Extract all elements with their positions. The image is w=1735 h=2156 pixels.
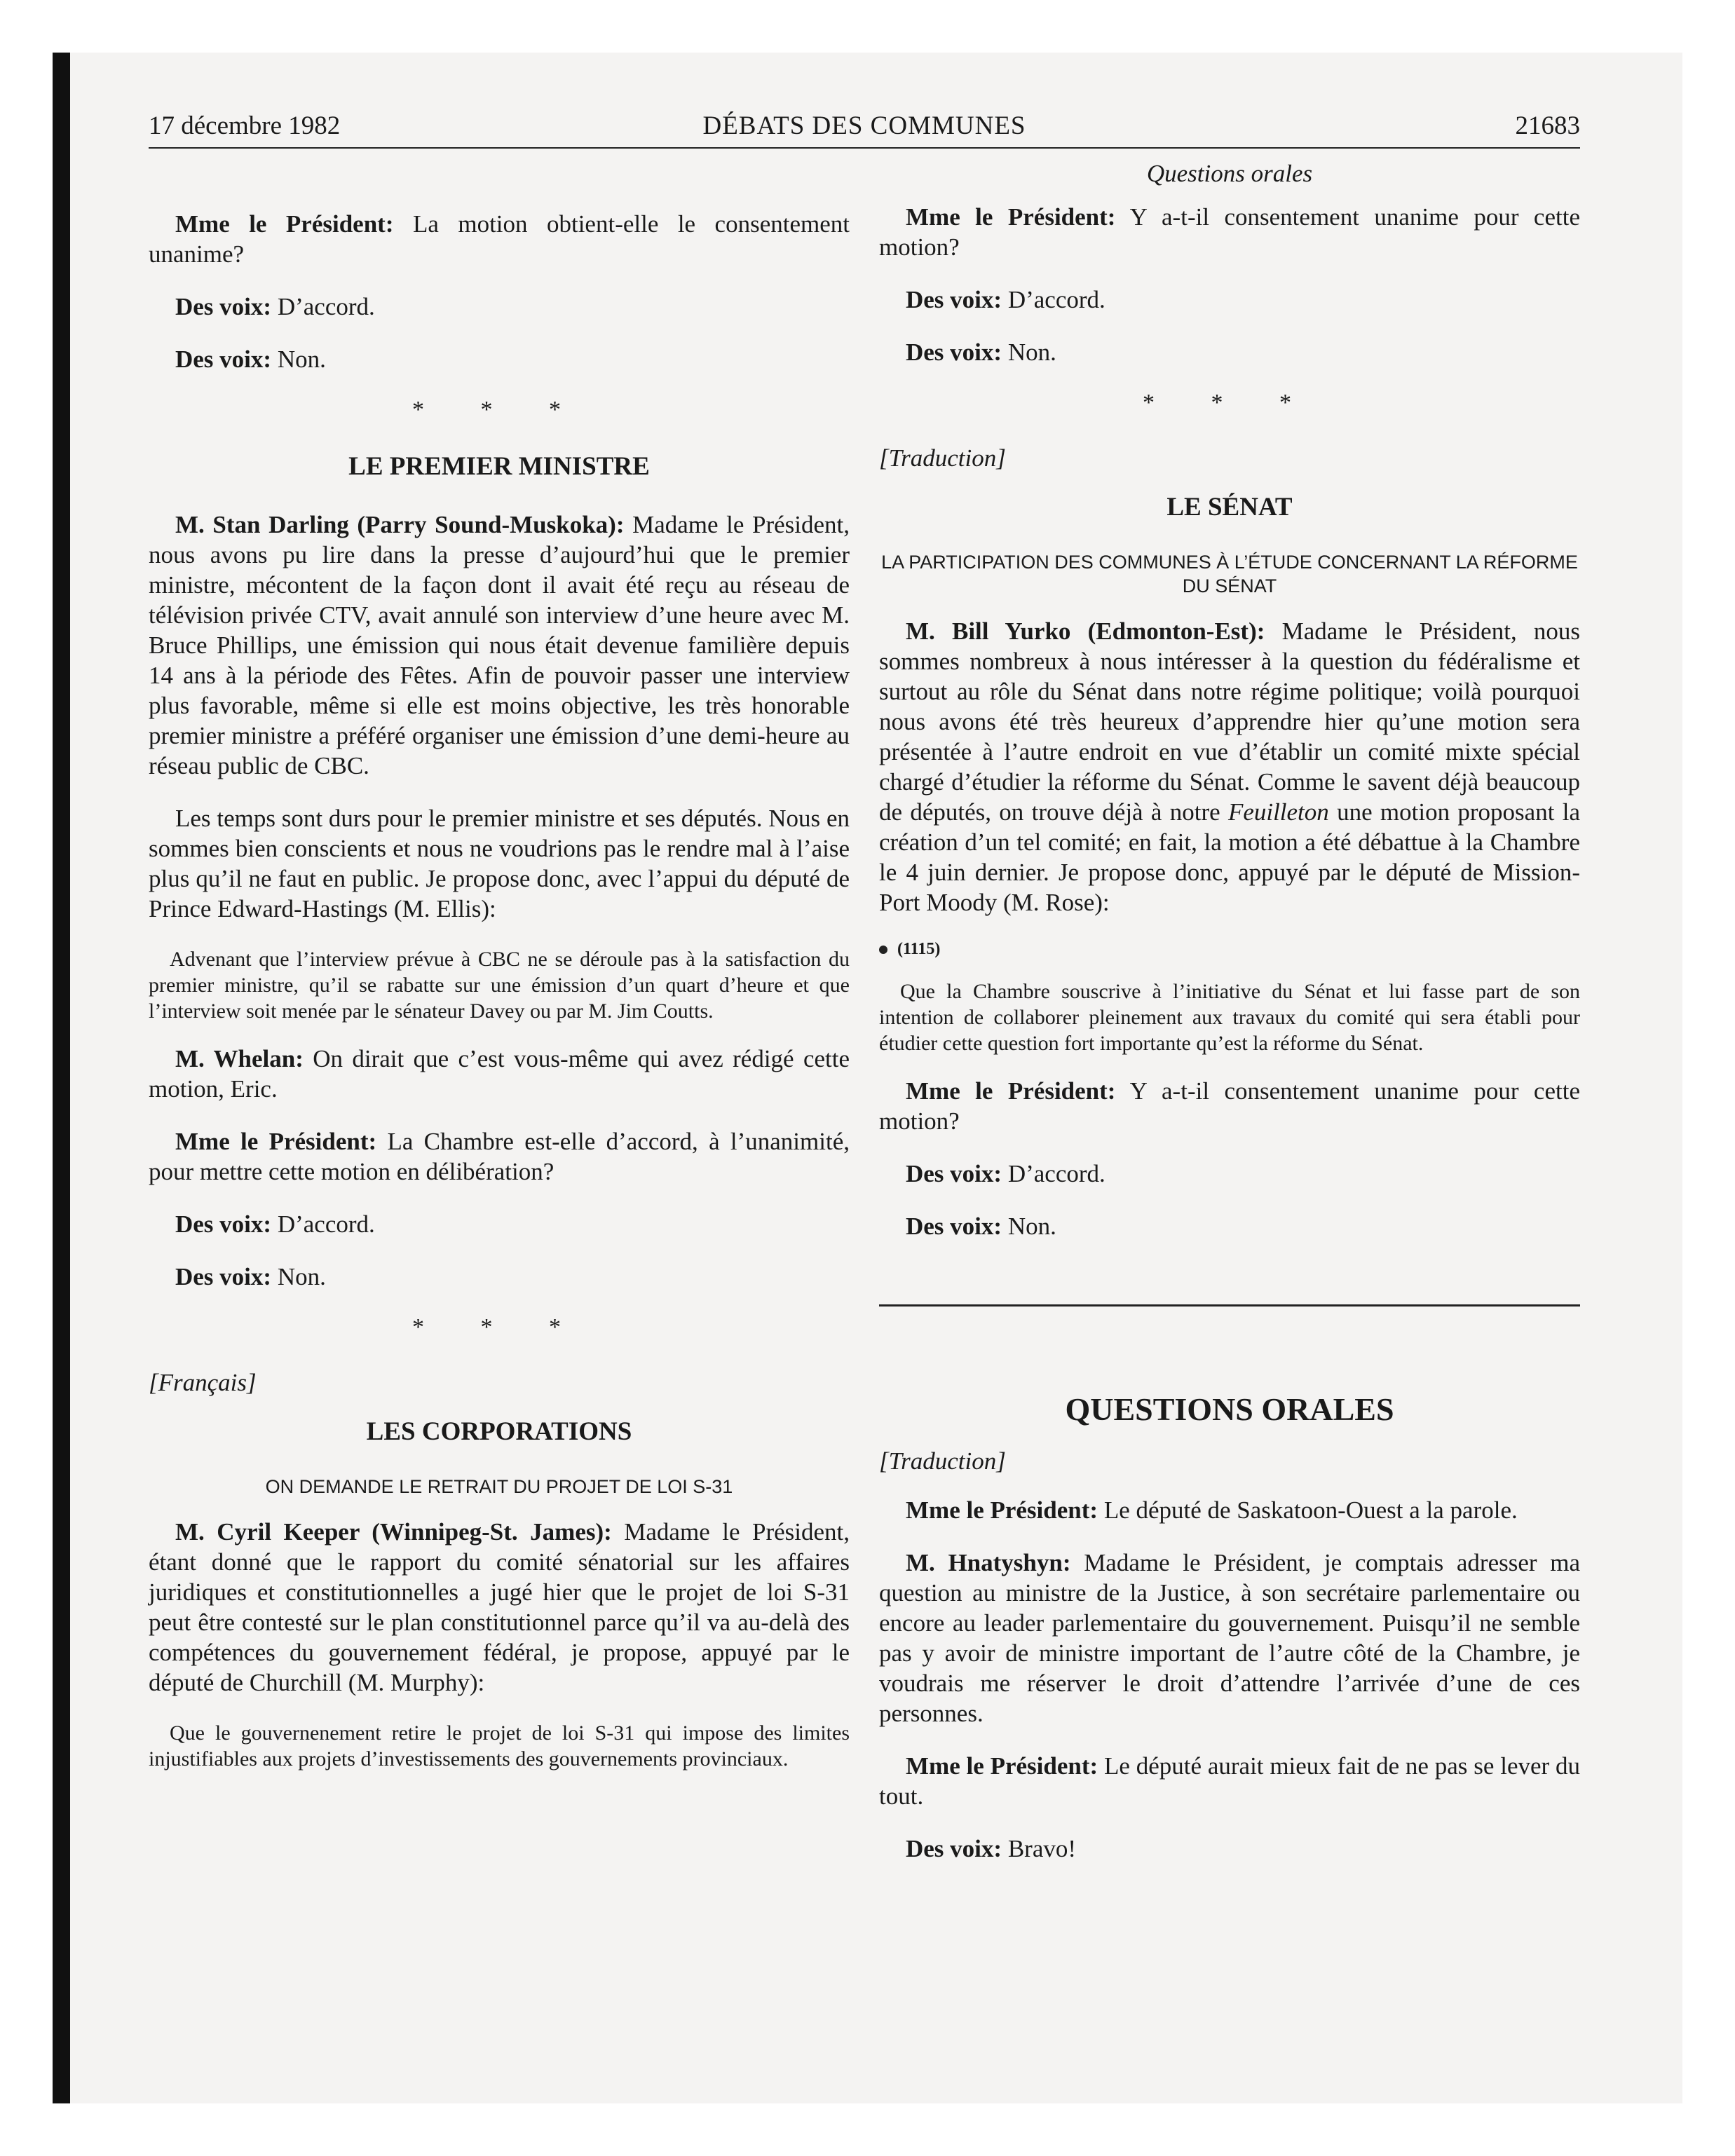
paragraph: Les temps sont durs pour le premier ministre et ses députés. Nous en sommes bien conscients et nous ne voudrions pas le rendre mal à l’aise plus qu’il ne faut en public. Je propose donc, avec l’appui du député de Prince Edward-Hastings (M. Ellis):: [149, 805, 850, 922]
speaker: M. Whelan:: [175, 1045, 304, 1072]
paragraph: [149, 1209, 850, 1239]
speaker: Des voix:: [906, 286, 1002, 313]
paragraph: [879, 1076, 1580, 1136]
bullet-icon: [879, 946, 887, 954]
paragraph: [149, 510, 850, 781]
speaker: Des voix:: [906, 1835, 1002, 1862]
left-column: [149, 209, 850, 1792]
paragraph: [149, 1044, 850, 1104]
speech-text: Non.: [271, 346, 326, 373]
speaker: Des voix:: [906, 1160, 1002, 1187]
speaker: Des voix:: [175, 1210, 272, 1238]
motion-text: Que la Chambre souscrive à l’initiative du Sénat et lui fasse part de son intention de collaborer pleinement aux travaux du comité qui sera établi pour étudier cette question fort importante qu’est la réforme du Sénat.: [879, 980, 1580, 1055]
speaker: M. Hnatyshyn:: [906, 1549, 1071, 1576]
speaker: Mme le Président:: [906, 1077, 1116, 1105]
speech-text: Bravo!: [1002, 1835, 1077, 1862]
speaker: Mme le Président:: [175, 1128, 377, 1155]
speaker: Mme le Président:: [906, 1752, 1098, 1780]
header-page-number: 21683: [1515, 111, 1580, 140]
speaker: Mme le Président:: [906, 203, 1116, 231]
speech-text: Non.: [271, 1263, 326, 1290]
speech-text: La Chambre est-elle d’accord, à l’unanimité, pour mettre cette motion en délibération?: [149, 1128, 850, 1185]
speech-text: D’accord.: [271, 293, 375, 320]
speech-text: On dirait que c’est vous-même qui avez rédigé cette motion, Eric.: [149, 1045, 850, 1103]
speech-text: Y a-t-il consentement unanime pour cette motion?: [879, 203, 1580, 261]
speaker: Des voix:: [175, 1263, 272, 1290]
speech-text: Non.: [1002, 1213, 1056, 1240]
speech-text: Y a-t-il consentement unanime pour cette motion?: [879, 1077, 1580, 1135]
speaker: Des voix:: [906, 339, 1002, 366]
speech-text: une motion proposant la création d’un tel comité; en fait, la motion a été débattue à la Chambre le 4 juin dernier. Je propose donc, appuyé par le député de Mission-Port Moody (M. Rose):: [879, 798, 1580, 916]
section-heading: LES CORPORATIONS: [366, 1417, 632, 1446]
speech-text-italic: Feuilleton: [1227, 798, 1329, 826]
motion-text: Advenant que l’interview prévue à CBC ne se déroule pas à la satisfaction du premier ministre, qu’il se rabatte sur une émission d’un quart d’heure et que l’interview soit menée par le sénateur Davey ou par M. Jim Coutts.: [149, 948, 850, 1023]
language-marker: [Traduction]: [879, 1447, 1006, 1475]
subheading: LA PARTICIPATION DES COMMUNES À L’ÉTUDE CONCERNANT LA RÉFORME DU SÉNAT: [881, 552, 1578, 596]
section-heading-large: QUESTIONS ORALES: [1065, 1391, 1394, 1427]
header-title: DÉBATS DES COMMUNES: [702, 111, 1026, 140]
speech-text: Le député de Saskatoon-Ouest a la parole.: [1098, 1496, 1518, 1524]
speech-text: D’accord.: [271, 1210, 375, 1238]
speaker: Des voix:: [175, 346, 272, 373]
speech-text: Non.: [1002, 339, 1056, 366]
paragraph: [149, 1126, 850, 1187]
speaker: Mme le Président:: [175, 210, 394, 238]
section-heading: LE PREMIER MINISTRE: [348, 452, 650, 481]
speaker: Mme le Président:: [906, 1496, 1098, 1524]
paragraph: [149, 292, 850, 322]
speaker: Des voix:: [175, 293, 272, 320]
time-marker: [879, 940, 1580, 959]
paragraph: [879, 1548, 1580, 1728]
speech-text: Madame le Président, nous avons pu lire dans la presse d’aujourd’hui que le premier ministre, mécontent de la façon dont il avait été reçu au réseau de télévision privée CTV, avait annulé son interview d’une heure avec M. Bruce Phillips, une émission qui nous était devenue familière depuis 14 ans à la période des Fêtes. Afin de pouvoir passer une interview plus favorable, même si elle est moins objective, les très honorable premier ministre a préféré organiser une émission d’une demi-heure au réseau public de CBC.: [149, 511, 850, 779]
section-heading: LE SÉNAT: [1166, 493, 1293, 521]
time-marker-text: (1115): [897, 940, 941, 958]
paragraph: [149, 344, 850, 374]
paragraph: [879, 1751, 1580, 1811]
paragraph: [149, 1262, 850, 1292]
speaker: M. Stan Darling (Parry Sound-Muskoka):: [175, 511, 625, 538]
paragraph: [879, 202, 1580, 262]
paragraph: [879, 1834, 1580, 1864]
speech-text: Madame le Président, étant donné que le rapport du comité sénatorial sur les affaires juridiques et constitutionnelles a jugé hier que le projet de loi S-31 peut être contesté sur le plan constitutionnel parce qu’il va au-delà des compétences du gouvernement fédéral, je propose, appuyé par le député de Churchill (M. Murphy):: [149, 1518, 850, 1696]
speech-text: D’accord.: [1002, 1160, 1105, 1187]
paragraph: [879, 1159, 1580, 1189]
paragraph: [149, 1517, 850, 1698]
paragraph: [879, 1495, 1580, 1525]
language-marker: [Traduction]: [879, 444, 1006, 472]
section-rule: [879, 1304, 1580, 1306]
binding-edge: [53, 53, 70, 2103]
paragraph: [879, 337, 1580, 367]
paragraph: [879, 285, 1580, 315]
section-separator: * * *: [412, 397, 586, 423]
speech-text: Le député aurait mieux fait de ne pas se lever du tout.: [879, 1752, 1580, 1810]
speech-text: D’accord.: [1002, 286, 1105, 313]
section-separator: * * *: [412, 1314, 586, 1340]
page-content: [149, 111, 1580, 2094]
subheading: ON DEMANDE LE RETRAIT DU PROJET DE LOI S-31: [265, 1476, 733, 1497]
running-head: Questions orales: [1146, 160, 1313, 187]
paragraph: [879, 1211, 1580, 1241]
motion-text: Que le gouvernenement retire le projet de loi S-31 qui impose des limites injustifiables aux projets d’investissements des gouvernements provinciaux.: [149, 1721, 850, 1770]
paragraph: [879, 616, 1580, 917]
speaker: M. Cyril Keeper (Winnipeg-St. James):: [175, 1518, 612, 1546]
paragraph: [149, 209, 850, 269]
header-rule: [149, 147, 1580, 149]
section-separator: * * *: [1143, 390, 1316, 416]
speaker: Des voix:: [906, 1213, 1002, 1240]
speech-text: Madame le Président, je comptais adresser ma question au ministre de la Justice, à son secrétaire parlementaire ou encore au leader parlementaire du gouvernement. Puisqu’il ne semble pas y avoir de ministre important de l’autre côté de la Chambre, je voudrais me réserver le droit d’attendre l’arrivée d’une de ces personnes.: [879, 1549, 1580, 1727]
right-column: [879, 160, 1580, 1886]
header-date: 17 décembre 1982: [149, 111, 341, 140]
speech-text: Madame le Président, nous sommes nombreux à nous intéresser à la question du fédéralisme et surtout au rôle du Sénat dans notre régime politique; voilà pourquoi nous avons été très heureux d’apprendre hier qu’une motion sera présentée à l’autre endroit en vue d’établir un comité mixte spécial chargé d’étudier la réforme du Sénat. Comme le savent déjà beaucoup de députés, on trouve déjà à notre: [879, 618, 1581, 826]
speech-text: La motion obtient-elle le consentement unanime?: [149, 210, 850, 268]
speaker: M. Bill Yurko (Edmonton-Est):: [906, 618, 1265, 645]
language-marker: [Français]: [149, 1369, 257, 1396]
